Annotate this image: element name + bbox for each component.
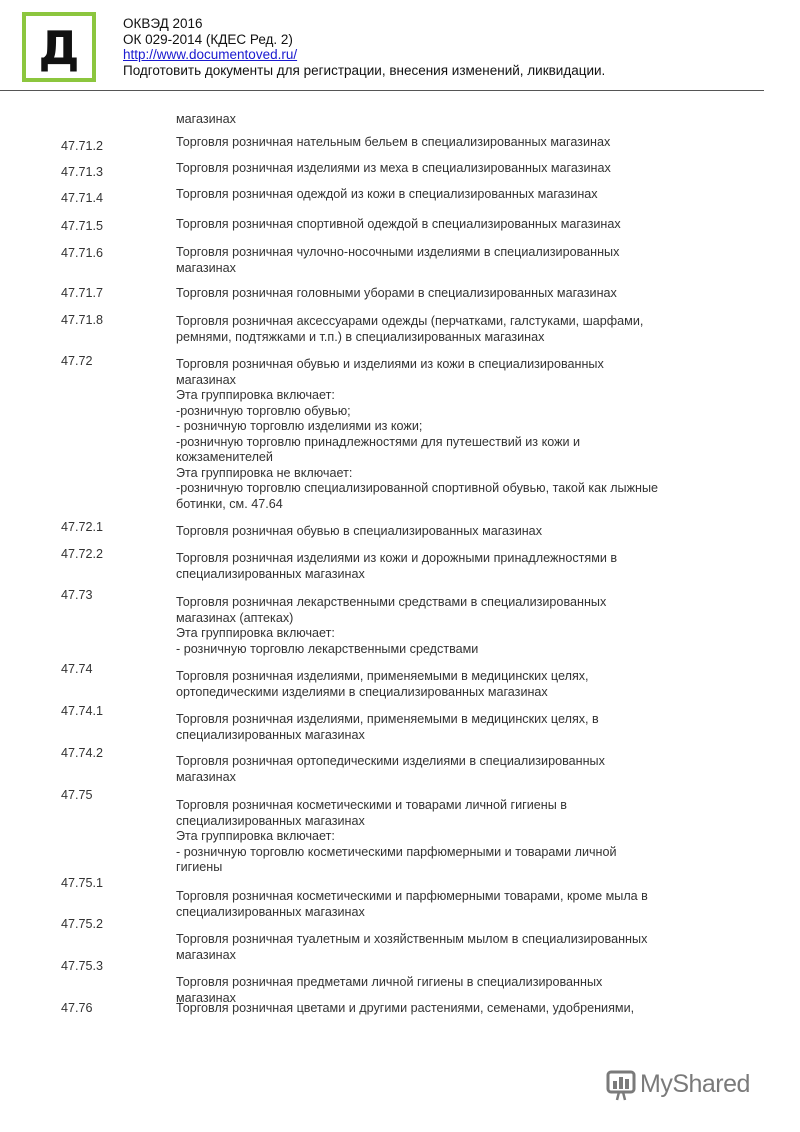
header-title: ОКВЭД 2016 (123, 16, 203, 31)
entry-description: Торговля розничная одеждой из кожи в специализированных магазинах (176, 187, 598, 201)
entry-code: 47.74.1 (61, 704, 104, 718)
entry-code: 47.72.1 (61, 520, 104, 534)
continuation-text: магазинах (176, 112, 236, 126)
site-logo[interactable] (22, 12, 96, 82)
entry-description: Торговля розничная изделиями из кожи и дорожными принадлежностями в специализированных магазинах (176, 551, 618, 581)
page-header (123, 16, 605, 78)
entry-code: 47.72 (61, 354, 93, 368)
entry-code: 47.71.4 (61, 191, 104, 205)
entry-code: 47.71.2 (61, 139, 104, 153)
entry-code: 47.71.8 (61, 313, 104, 327)
entry-code: 47.75 (61, 788, 93, 802)
entry-code: 47.75.3 (61, 959, 104, 973)
entry-description: Торговля розничная головными уборами в специализированных магазинах (176, 286, 617, 300)
entry-description: Торговля розничная обувью в специализированных магазинах (176, 524, 542, 538)
myshared-watermark[interactable] (606, 1066, 776, 1106)
entry-code: 47.71.6 (61, 246, 104, 260)
entry-code: 47.72.2 (61, 547, 104, 561)
entry-description: Торговля розничная чулочно-носочными изделиями в специализированных магазинах (176, 245, 620, 275)
header-divider (0, 90, 764, 91)
entry-description: Торговля розничная нательным бельем в специализированных магазинах (176, 135, 611, 149)
entry-description: Торговля розничная лекарственными средствами в специализированных магазинах (аптеках) Эта группировка включает: - розничную торговлю лекарственными средствами (176, 595, 607, 656)
entry-description: Торговля розничная обувью и изделиями из кожи в специализированных магазинах Эта группировка включает: -розничную торговлю обувью; - розничную торговлю изделиями из кожи; -розничную торговлю принадлежностями для путешествий из кожи и кожзаменителей Эта группировка не включает: -розничную торговлю специализированной спортивной обувью, такой как лыжные ботинки, см. 47.64 (176, 357, 659, 511)
entry-code: 47.74.2 (61, 746, 104, 760)
header-tagline: Подготовить документы для регистрации, внесения изменений, ликвидации. (123, 62, 606, 78)
entry-code: 47.74 (61, 662, 93, 676)
entry-description: Торговля розничная ортопедическими изделиями в специализированных магазинах (176, 754, 605, 784)
site-link[interactable]: http://www.documentoved.ru/ (123, 47, 298, 62)
entry-code: 47.71.5 (61, 219, 104, 233)
entry-description: Торговля розничная косметическими и парфюмерными товарами, кроме мыла в специализированных магазинах (176, 889, 648, 919)
entry-description: Торговля розничная туалетным и хозяйственным мылом в специализированных магазинах (176, 932, 648, 962)
entry-code: 47.73 (61, 588, 93, 602)
entry-description: Торговля розничная предметами личной гигиены в специализированных магазинах (176, 975, 603, 1005)
entry-description: Торговля розничная изделиями из меха в специализированных магазинах (176, 161, 611, 175)
entry-code: 47.71.3 (61, 165, 104, 179)
entry-description: Торговля розничная изделиями, применяемыми в медицинских целях, в специализированных магазинах (176, 712, 599, 742)
entry-code: 47.76 (61, 1001, 93, 1015)
header-subtitle: ОК 029-2014 (КДЕС Ред. 2) (123, 31, 293, 47)
entry-description: Торговля розничная аксессуарами одежды (перчатками, галстуками, шарфами, ремнями, подтяжками и т.п.) в специализированных магазинах (176, 314, 644, 344)
entry-description: Торговля розничная косметическими и товарами личной гигиены в специализированных магазинах Эта группировка включает: - розничную торговлю косметическими парфюмерными и товарами личной гигиены (176, 798, 617, 874)
myshared-logo-icon (606, 1068, 638, 1102)
entry-description: Торговля розничная спортивной одеждой в специализированных магазинах (176, 217, 621, 231)
watermark-text: MyShared (640, 1070, 750, 1098)
entry-description: Торговля розничная цветами и другими растениями, семенами, удобрениями, (176, 1001, 635, 1015)
entry-code: 47.71.7 (61, 286, 104, 300)
entry-code: 47.75.2 (61, 917, 104, 931)
entry-code: 47.75.1 (61, 876, 104, 890)
entry-description: Торговля розничная изделиями, применяемыми в медицинских целях, ортопедическими изделиями в специализированных магазинах (176, 669, 589, 699)
logo-letter: Д (38, 21, 80, 75)
